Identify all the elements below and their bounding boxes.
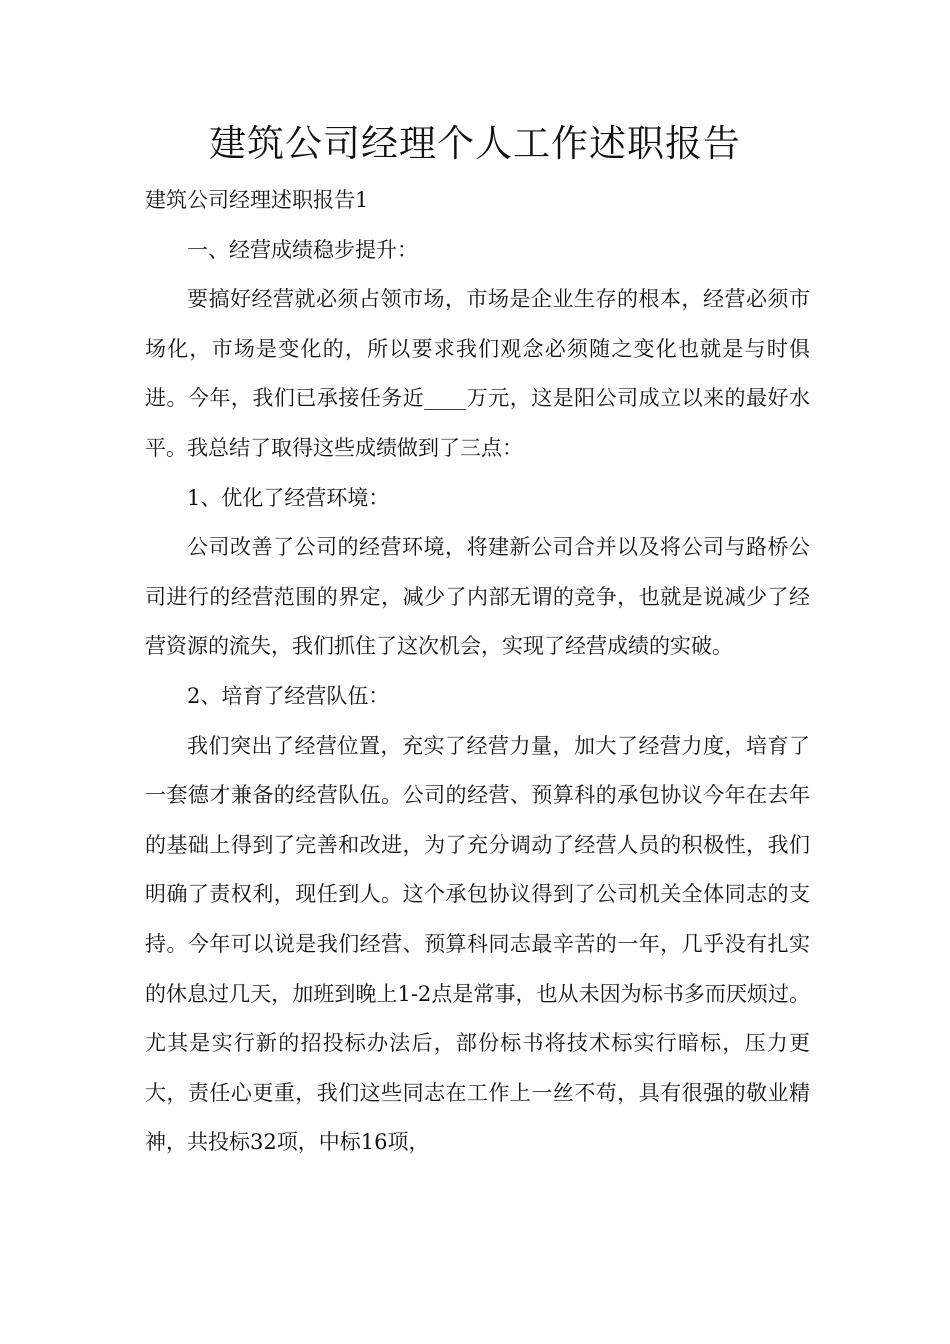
point-heading-2: 2、培育了经营队伍： xyxy=(187,683,390,708)
paragraph-market: 要搞好经营就必须占领市场，市场是企业生存的根本，经营必须市场化，市场是变化的，所以要求我们观念必须随之变化也就是与时俱进。今年，我们已承接任务近____万元，这是阳公司成立以来的最好水平。我总结了取得这些成绩做到了三点： xyxy=(145,287,810,460)
document-title: 建筑公司经理个人工作述职报告 xyxy=(209,122,741,165)
paragraph-environment: 公司改善了公司的经营环境，将建新公司合并以及将公司与路桥公司进行的经营范围的界定，减少了内部无谓的竞争，也就是说减少了经营资源的流失，我们抓住了这次机会，实现了经营成绩的实破。 xyxy=(145,535,810,659)
report-subtitle: 建筑公司经理述职报告1 xyxy=(145,188,369,212)
section-heading-1: 一、经营成绩稳步提升： xyxy=(187,237,418,262)
point-heading-1: 1、优化了经营环境： xyxy=(187,485,390,510)
paragraph-team: 我们突出了经营位置，充实了经营力量，加大了经营力度，培育了一套德才兼备的经营队伍。公司的经营、预算科的承包协议今年在去年的基础上得到了完善和改进，为了充分调动了经营人员的积极性，我们明确了责权利，现任到人。这个承包协议得到了公司机关全体同志的支持。今年可以说是我们经营、预算科同志最辛苦的一年，几乎没有扎实的休息过几天，加班到晚上1-2点是常事，也从未因为标书多而厌烦过。尤其是实行新的招投标办法后，部份标书将技术标实行暗标，压力更大，责任心更重，我们这些同志在工作上一丝不苟，具有很强的敬业精神，共投标32项，中标16项， xyxy=(145,733,810,1155)
document-body xyxy=(145,176,810,1168)
